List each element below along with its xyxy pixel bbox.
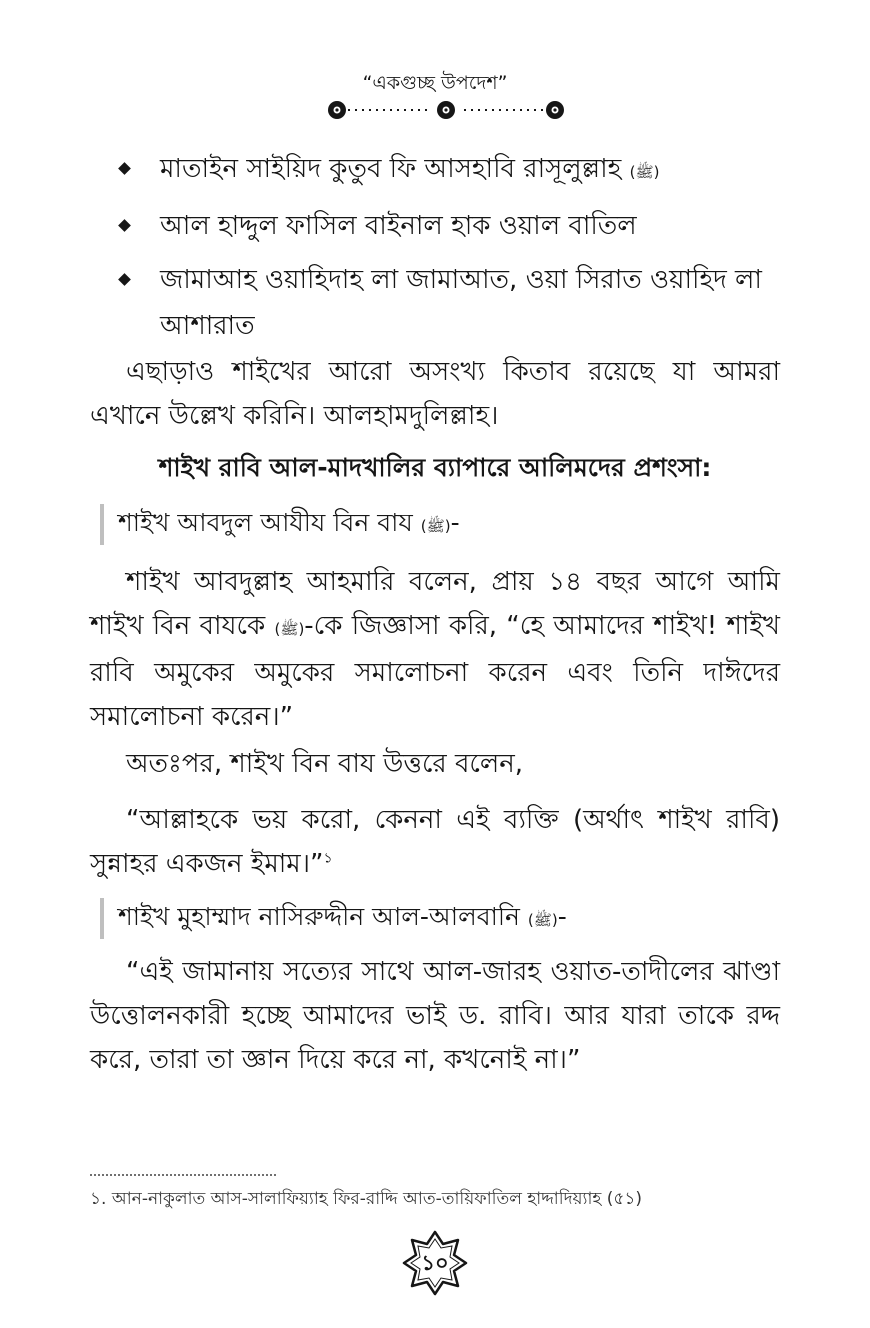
narration-text: -কে জিজ্ঞাসা করি, “হে আমাদের শাইখ! শাইখ রাবি অমুকের অমুকের সমালোচনা করেন এবং তিনি দাঈদের সমালোচনা করেন।” — [90, 611, 781, 732]
diamond-bullet-icon — [118, 219, 131, 232]
flower-divider-icon — [324, 98, 568, 122]
section-heading: শাইখ রাবি আল-মাদখালির ব্যাপারে আলিমদের প্রশংসা: — [158, 453, 712, 482]
quote-text: “আল্লাহকে ভয় করো, কেননা এই ব্যক্তি (অর্থাৎ শাইখ রাবি) সুন্নাহর একজন ইমাম।” — [90, 805, 780, 879]
footnote-divider — [90, 1174, 276, 1176]
scholar-heading-bin-baz — [100, 504, 798, 545]
salutation-mark: (ﷺ) — [527, 911, 558, 929]
footnote-reference[interactable]: ১ — [323, 850, 333, 867]
salutation-mark: (ﷺ) — [629, 163, 660, 181]
book-title: আল হাদ্দুল ফাসিল বাইনাল হাক ওয়াল বাতিল — [160, 211, 637, 241]
intro-paragraph: এছাড়াও শাইখের আরো অসংখ্য কিতাব রয়েছে যা আমরা এখানে উল্লেখ করিনি। আলহামদুলিল্লাহ। — [90, 357, 780, 431]
footnote: ১. আন-নাকুলাত আস-সালাফিয়্যাহ ফির-রাদ্দি আত-তায়িফাতিল হাদ্দাদিয়্যাহ (৫১) — [90, 1189, 643, 1209]
bin-baz-quote — [90, 798, 780, 886]
reply-intro: অতঃপর, শাইখ বিন বায উত্তরে বলেন, — [126, 749, 524, 779]
list-item — [110, 203, 790, 249]
scholar-name: শাইখ আবদুল আযীয বিন বায — [118, 508, 413, 537]
scholar-name: শাইখ মুহাম্মাদ নাসিরুদ্দীন আল-আলবানি — [118, 902, 520, 931]
narration-text: শাইখ আবদুল্লাহ আহমারি বলেন, প্রায় ১৪ বছর আগে আমি শাইখ বিন বাযকে — [90, 567, 780, 641]
heading-suffix: - — [450, 508, 460, 537]
list-item — [110, 257, 790, 349]
heading-suffix: - — [557, 902, 567, 931]
salutation-mark: (ﷺ) — [274, 620, 305, 638]
diamond-bullet-icon — [118, 162, 131, 175]
narration-paragraph — [90, 560, 780, 739]
book-title: জামাআহ ওয়াহিদাহ লা জামাআত, ওয়া সিরাত ওয়াহিদ লা আশারাত — [160, 265, 762, 341]
diamond-bullet-icon — [118, 273, 131, 286]
page-number: ১০ — [421, 1251, 449, 1275]
albani-quote: “এই জামানায় সত্যের সাথে আল-জারহ ওয়াত-তাদীলের ঝাণ্ডা উত্তোলনকারী হচ্ছে আমাদের ভাই ড. রাবি। আর যারা তাকে রদ্দ করে, তারা তা জ্ঞান দিয়ে করে না, কখনোই না।” — [90, 957, 780, 1075]
running-header-title: “একগুচ্ছ উপদেশ” — [362, 72, 508, 94]
scholar-heading-albani — [100, 898, 798, 939]
salutation-mark: (ﷺ) — [420, 517, 451, 535]
book-title-list — [110, 146, 790, 357]
list-item — [110, 146, 790, 195]
page-number-badge — [402, 1230, 468, 1296]
book-title: মাতাইন সাইয়িদ কুতুব ফি আসহাবি রাসূলুল্লাহ — [160, 154, 622, 184]
